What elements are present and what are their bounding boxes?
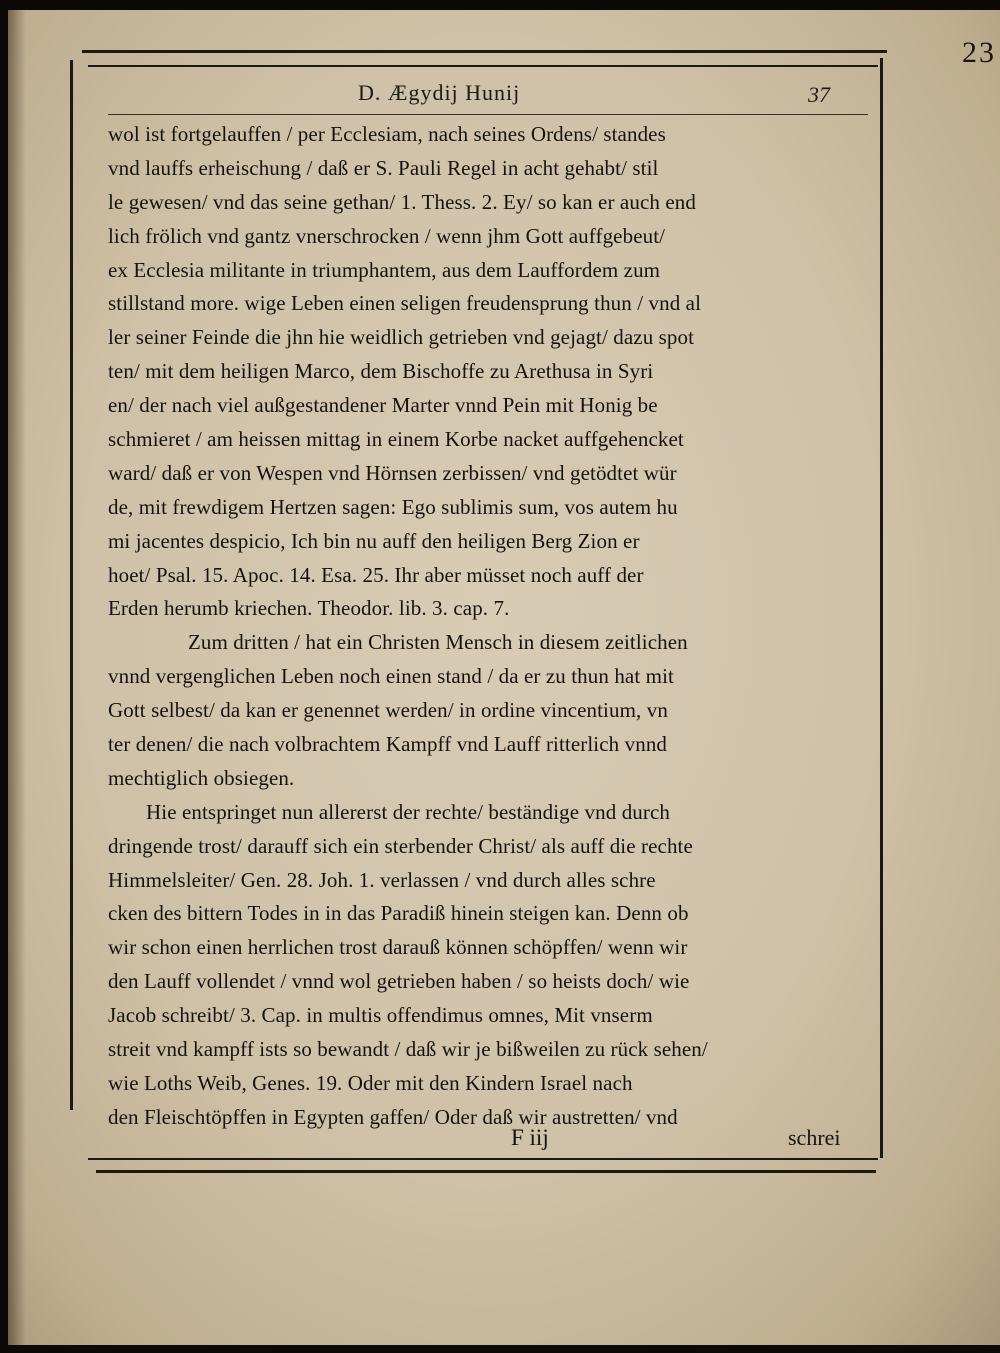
signature-mark: F iij: [511, 1125, 549, 1150]
page-edge-shadow: [8, 10, 26, 1345]
bottom-inner-rule: [88, 1158, 878, 1160]
right-frame-bar: [880, 58, 883, 1158]
text-line: wie Loths Weib, Genes. 19. Oder mit den Kindern Israel nach: [108, 1070, 633, 1095]
text-line: Erden herumb kriechen. Theodor. lib. 3. cap. 7.: [108, 596, 510, 621]
text-line: vnd lauffs erheischung / daß er S. Pauli Regel in acht gehabt/ stil: [108, 155, 659, 180]
text-line: mi jacentes despicio, Ich bin nu auff den heiligen Berg Zion er: [108, 528, 640, 553]
text-line: dringende trost/ darauff sich ein sterbender Christ/ als auff die rechte: [108, 833, 693, 858]
page-folio: 37: [808, 82, 830, 107]
text-line: ex Ecclesia militante in triumphantem, aus dem Lauffordem zum: [108, 257, 661, 282]
text-line: Jacob schreibt/ 3. Cap. in multis offendimus omnes, Mit vnserm: [108, 1003, 653, 1028]
text-line: wol ist fortgelauffen / per Ecclesiam, nach seines Ordens/ standes: [108, 122, 666, 146]
text-line: den Lauff vollendet / vnnd wol getrieben haben / so heists doch/ wie: [108, 969, 690, 994]
book-page: [8, 10, 1000, 1345]
text-line: cken des bittern Todes in in das Paradiß hinein steigen kan. Denn ob: [108, 901, 689, 926]
text-line: mechtiglich obsiegen.: [108, 765, 295, 790]
text-line: schmieret / am heissen mittag in einem Korbe nacket auffgehencket: [108, 427, 684, 452]
text-line: wir schon einen herrlichen trost darauß können schöpffen/ wenn wir: [108, 935, 688, 960]
text-line: de, mit frewdigem Hertzen sagen: Ego sublimis sum, vos autem hu: [108, 494, 678, 519]
top-inner-rule: [88, 65, 878, 67]
text-line: Gott selbest/ da kan er genennet werden/ in ordine vincentium, vn: [108, 698, 668, 723]
text-line: Himmelsleiter/ Gen. 28. Joh. 1. verlassen / vnd durch alles schre: [108, 867, 656, 892]
text-line: ten/ mit dem heiligen Marco, dem Bischoffe zu Arethusa in Syri: [108, 359, 654, 384]
catchword: schrei: [788, 1125, 841, 1150]
paragraph-start-line: Hie entspringet nun allererst der rechte/ beständige vnd durch: [146, 799, 671, 824]
head-rule: [108, 114, 868, 115]
text-line: streit vnd kampff ists so bewandt / daß wir je bißweilen zu rück sehen/: [108, 1037, 708, 1062]
text-line: ward/ daß er von Wespen vnd Hörnsen zerbissen/ vnd getödtet wür: [108, 460, 677, 485]
left-frame-bar: [70, 60, 73, 1110]
paragraph-start-line: Zum dritten / hat ein Christen Mensch in diesem zeitlichen: [188, 630, 688, 655]
text-line: hoet/ Psal. 15. Apoc. 14. Esa. 25. Ihr aber müsset noch auff der: [108, 562, 644, 587]
text-line: le gewesen/ vnd das seine gethan/ 1. Thess. 2. Ey/ so kan er auch end: [108, 189, 696, 214]
text-line: ler seiner Feinde die jhn hie weidlich getrieben vnd gejagt/ dazu spot: [108, 325, 695, 350]
running-head: D. Ægydij Hunij: [358, 80, 521, 105]
text-line: ter denen/ die nach volbrachtem Kampff vnd Lauff ritterlich vnnd: [108, 732, 668, 757]
text-line: en/ der nach viel außgestandener Marter vnnd Pein mit Honig be: [108, 393, 658, 418]
text-line: stillstand more. wige Leben einen seligen freudensprung thun / vnd al: [108, 291, 702, 316]
top-outer-rule: [82, 50, 887, 53]
margin-number: 23: [962, 36, 996, 69]
text-line: lich frölich vnd gantz vnerschrocken / wenn jhm Gott auffgebeut/: [108, 223, 666, 248]
text-line: den Fleischtöpffen in Egypten gaffen/ Oder daß wir austretten/ vnd: [108, 1104, 678, 1129]
text-block: [108, 118, 866, 1135]
bottom-outer-rule: [96, 1170, 876, 1173]
text-line: vnnd vergenglichen Leben noch einen stand / da er zu thun hat mit: [108, 664, 674, 689]
